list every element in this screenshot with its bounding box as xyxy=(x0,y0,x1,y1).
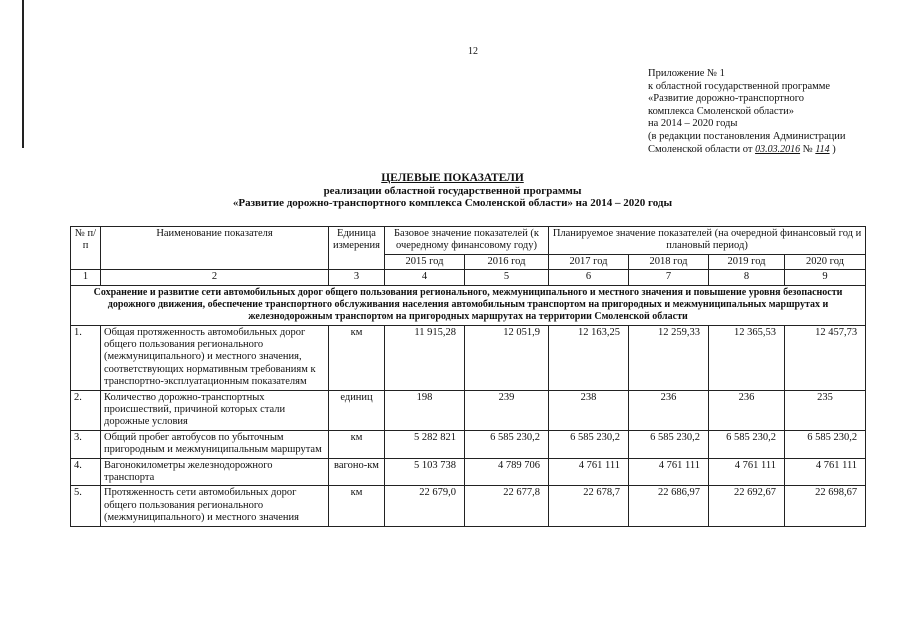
indicators-table xyxy=(70,226,866,527)
row-num: 5. xyxy=(71,486,101,526)
title-line-2: реализации областной государственной программы xyxy=(323,184,582,197)
row-value-2020: 6 585 230,2 xyxy=(785,430,866,458)
row-name: Вагонокилометры железнодорожного транспорта xyxy=(101,458,329,486)
header-row xyxy=(71,227,866,255)
column-number: 5 xyxy=(465,270,549,285)
row-num: 3. xyxy=(71,430,101,458)
row-unit: км xyxy=(329,486,385,526)
row-unit: вагоно-км xyxy=(329,458,385,486)
table-row xyxy=(71,486,866,526)
table-row xyxy=(71,325,866,390)
page-number: 12 xyxy=(468,46,478,57)
row-value-2015: 5 103 738 xyxy=(385,458,465,486)
header-year: 2016 год xyxy=(465,254,549,269)
section-title: Сохранение и развитие сети автомобильных дорог общего пользования регионального, межмуниципального и местного значения и повышение уровня безопасности дорожного движения, обеспечение транспортного обслуживания населения автомобильным транспортом на пригородных и межмуниципальных маршрутах и железнодорожным транспортом на пригородных маршрутах на территории Смоленской области xyxy=(71,285,866,325)
column-number: 7 xyxy=(629,270,709,285)
row-value-2017: 238 xyxy=(549,390,629,430)
column-number: 4 xyxy=(385,270,465,285)
row-value-2019: 6 585 230,2 xyxy=(709,430,785,458)
column-numbers-row xyxy=(71,270,866,285)
row-name: Общая протяженность автомобильных дорог общего пользования регионального (межмуниципального) и местного значения, соответствующих нормативным требованиям к транспортно-эксплуатационным показателям xyxy=(101,325,329,390)
row-value-2016: 4 789 706 xyxy=(465,458,549,486)
appendix-line: комплекса Смоленской области» xyxy=(648,105,795,117)
row-value-2019: 4 761 111 xyxy=(709,458,785,486)
handwritten-date: 03.03.2016 xyxy=(755,143,801,155)
header-unit: Единица измерения xyxy=(329,227,385,270)
row-value-2017: 12 163,25 xyxy=(549,325,629,390)
header-name: Наименование показателя xyxy=(101,227,329,270)
row-name: Количество дорожно-транспортных происшествий, причиной которых стали дорожные условия xyxy=(101,390,329,430)
row-value-2015: 22 679,0 xyxy=(385,486,465,526)
column-number: 9 xyxy=(785,270,866,285)
row-value-2017: 6 585 230,2 xyxy=(549,430,629,458)
header-year: 2015 год xyxy=(385,254,465,269)
table-row xyxy=(71,430,866,458)
closing-parenthesis: ) xyxy=(832,143,836,155)
row-value-2015: 5 282 821 xyxy=(385,430,465,458)
column-number: 6 xyxy=(549,270,629,285)
row-value-2015: 11 915,28 xyxy=(385,325,465,390)
document-title xyxy=(0,172,905,210)
title-line-3: «Развитие дорожно-транспортного комплекса Смоленской области» на 2014 – 2020 годы xyxy=(232,197,673,209)
appendix-line-prefix: Смоленской области от xyxy=(648,143,753,155)
column-number: 8 xyxy=(709,270,785,285)
header-year: 2019 год xyxy=(709,254,785,269)
row-value-2016: 239 xyxy=(465,390,549,430)
row-value-2016: 22 677,8 xyxy=(465,486,549,526)
row-unit: км xyxy=(329,325,385,390)
header-base: Базовое значение показателей (к очередному финансовому году) xyxy=(385,227,549,255)
handwritten-number: 114 xyxy=(815,143,830,155)
column-number: 3 xyxy=(329,270,385,285)
row-value-2020: 12 457,73 xyxy=(785,325,866,390)
title-line-1: ЦЕЛЕВЫЕ ПОКАЗАТЕЛИ xyxy=(381,172,524,184)
row-name: Протяженность сети автомобильных дорог общего пользования регионального (межмуниципального) и местного значения xyxy=(101,486,329,526)
appendix-line: «Развитие дорожно-транспортного xyxy=(648,93,805,105)
row-value-2016: 6 585 230,2 xyxy=(465,430,549,458)
header-year: 2020 год xyxy=(785,254,866,269)
column-number: 1 xyxy=(71,270,101,285)
row-value-2018: 22 686,97 xyxy=(629,486,709,526)
row-value-2019: 12 365,53 xyxy=(709,325,785,390)
row-value-2019: 22 692,67 xyxy=(709,486,785,526)
row-num: 2. xyxy=(71,390,101,430)
row-value-2017: 22 678,7 xyxy=(549,486,629,526)
row-value-2019: 236 xyxy=(709,390,785,430)
section-row xyxy=(71,285,866,325)
row-value-2018: 236 xyxy=(629,390,709,430)
row-value-2020: 235 xyxy=(785,390,866,430)
row-num: 4. xyxy=(71,458,101,486)
binding-margin-line xyxy=(22,0,24,148)
appendix-resolution-line xyxy=(648,144,845,157)
header-year: 2017 год xyxy=(549,254,629,269)
row-value-2020: 4 761 111 xyxy=(785,458,866,486)
appendix-line: Приложение № 1 xyxy=(648,68,725,79)
row-value-2015: 198 xyxy=(385,390,465,430)
appendix-line: (в редакции постановления Администрации xyxy=(648,130,846,142)
header-year: 2018 год xyxy=(629,254,709,269)
header-num: № п/п xyxy=(71,227,101,270)
row-name: Общий пробег автобусов по убыточным пригородным и межмуниципальным маршрутам xyxy=(101,430,329,458)
row-value-2018: 12 259,33 xyxy=(629,325,709,390)
table-row xyxy=(71,458,866,486)
row-value-2018: 6 585 230,2 xyxy=(629,430,709,458)
column-number: 2 xyxy=(101,270,329,285)
row-unit: км xyxy=(329,430,385,458)
row-num: 1. xyxy=(71,325,101,390)
appendix-line: на 2014 – 2020 годы xyxy=(648,118,738,130)
header-planned: Планируемое значение показателей (на очередной финансовый год и плановый период) xyxy=(549,227,866,255)
appendix-line: к областной государственной программе xyxy=(648,80,831,92)
row-value-2017: 4 761 111 xyxy=(549,458,629,486)
appendix-block xyxy=(648,68,845,156)
table-row xyxy=(71,390,866,430)
row-unit: единиц xyxy=(329,390,385,430)
row-value-2018: 4 761 111 xyxy=(629,458,709,486)
number-sign: № xyxy=(802,143,813,155)
row-value-2016: 12 051,9 xyxy=(465,325,549,390)
row-value-2020: 22 698,67 xyxy=(785,486,866,526)
